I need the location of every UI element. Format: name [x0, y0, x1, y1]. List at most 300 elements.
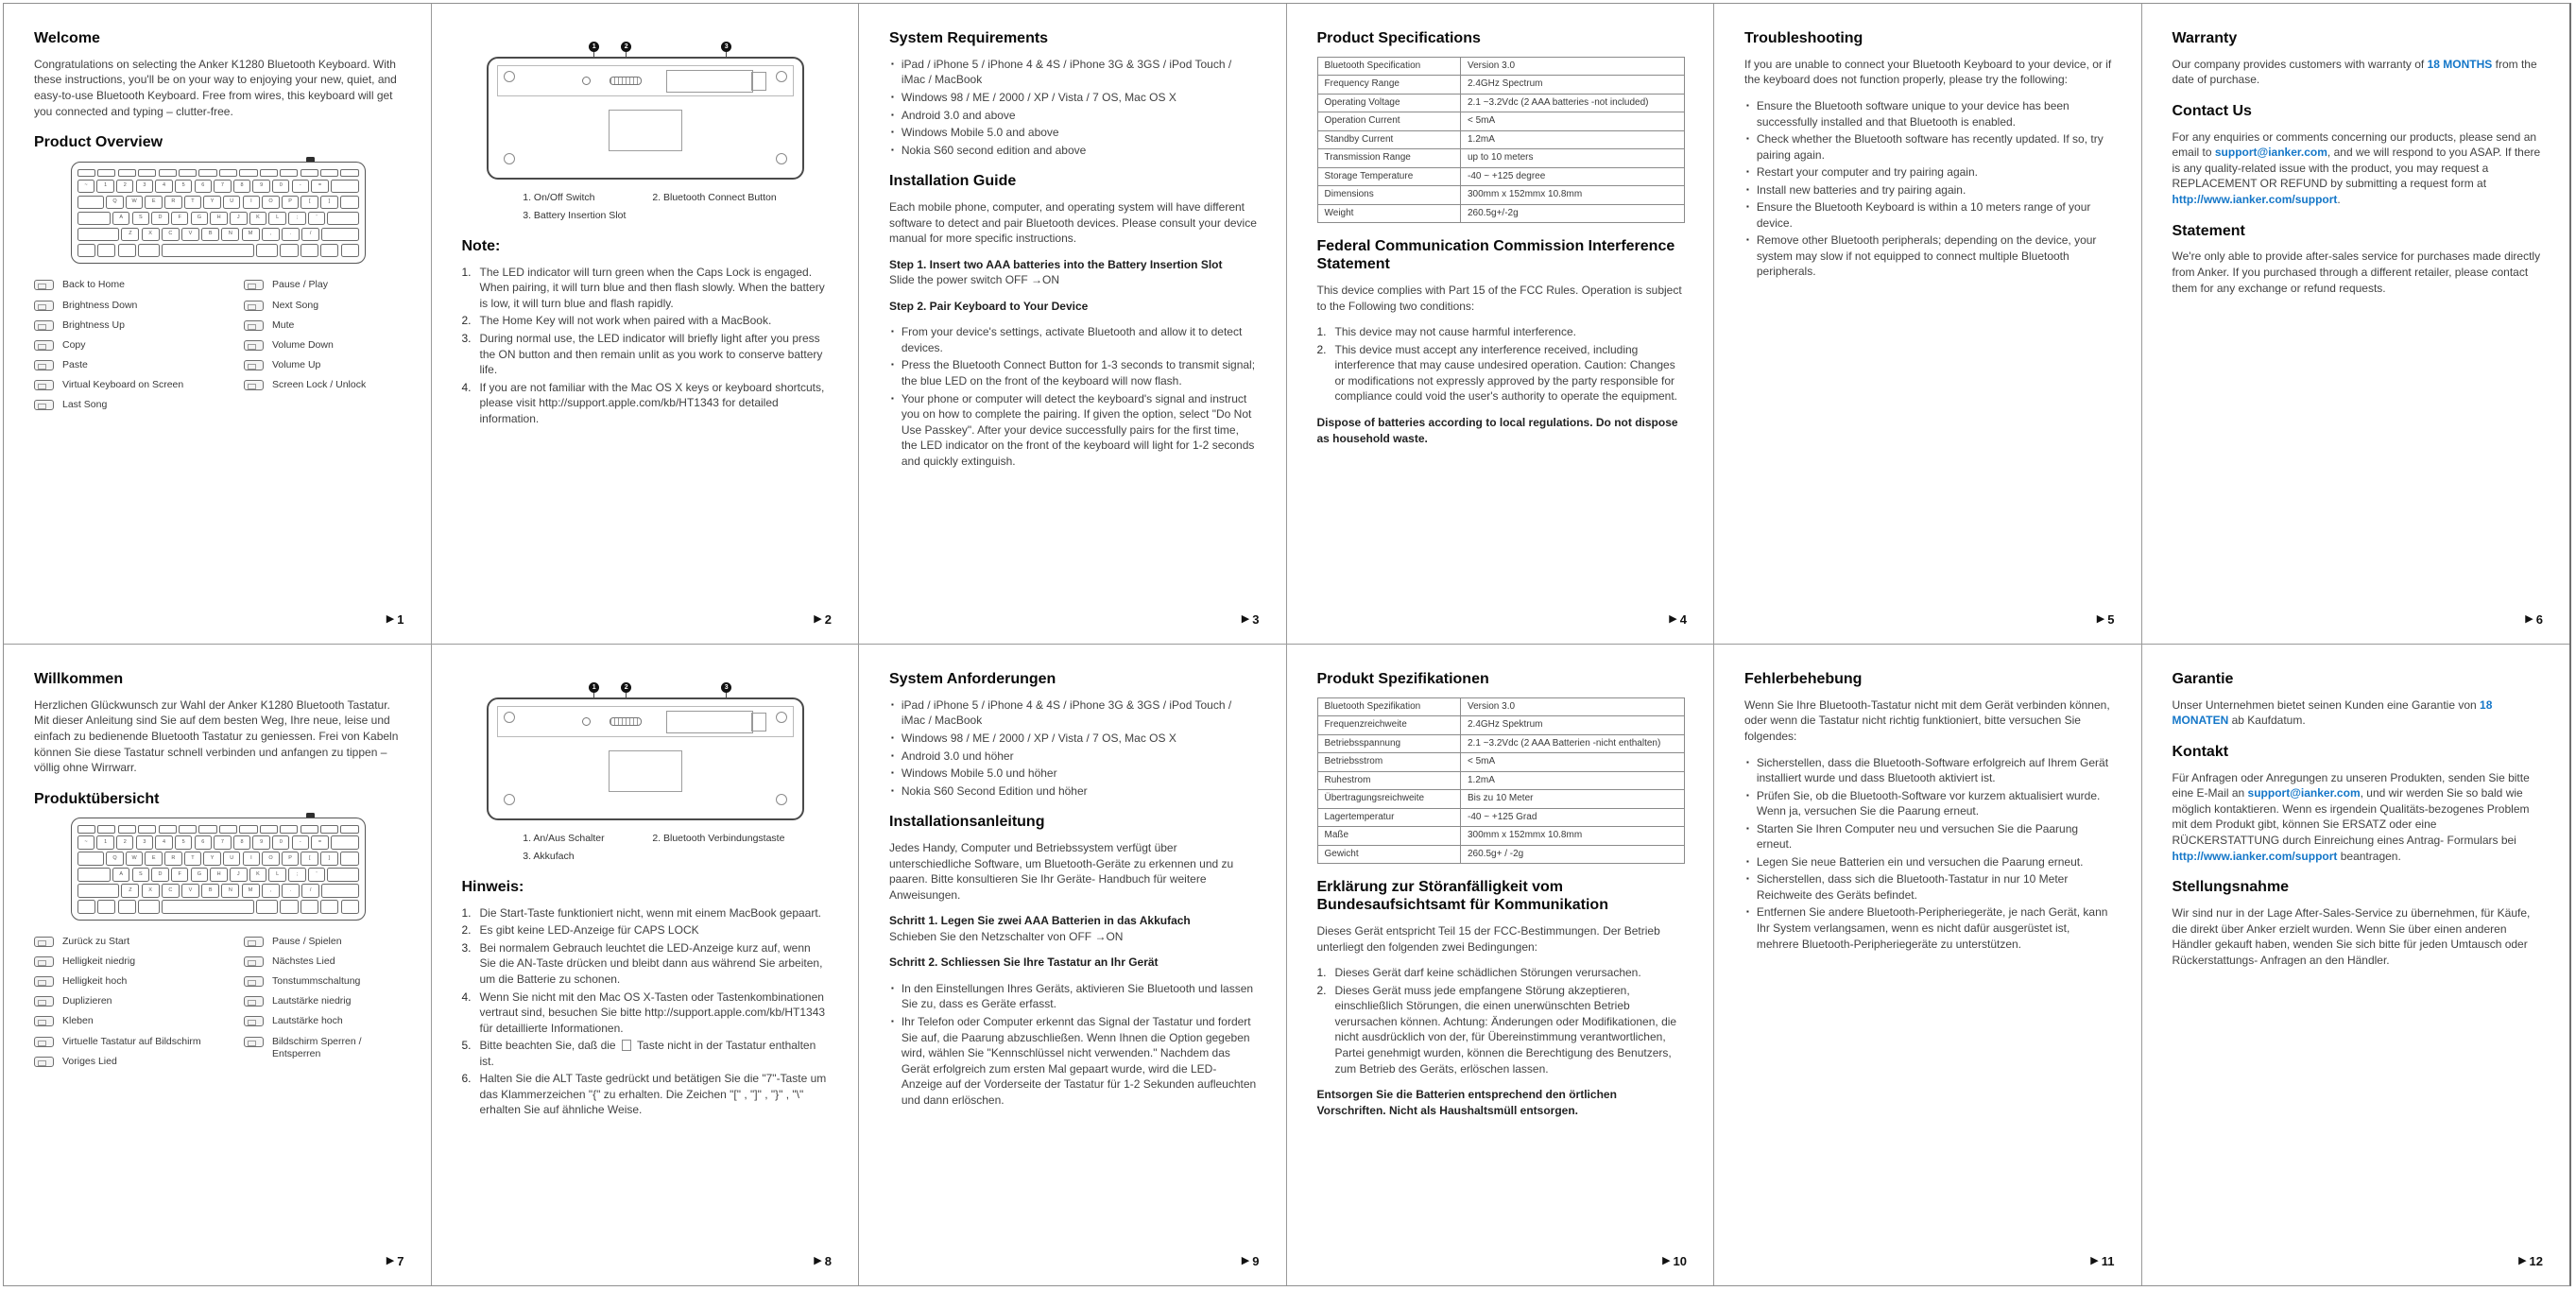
- spec-row: [1317, 112, 1685, 131]
- list-item-text: This device may not cause harmful interference.: [1334, 325, 1576, 339]
- keyboard-key: Y: [203, 852, 220, 866]
- callout-3-badge: 3: [721, 682, 731, 693]
- legend-label: Paste: [62, 358, 88, 370]
- spec-key: Operation Current: [1317, 112, 1461, 131]
- highlighted-link-text: support@ianker.com: [2214, 146, 2327, 160]
- callout-1-badge: 1: [589, 42, 599, 52]
- mute-key-icon: [244, 976, 264, 987]
- spec-row: [1317, 827, 1685, 846]
- highlighted-link-text: 18 MONATEN: [2172, 697, 2493, 728]
- bullet-list: [1744, 98, 2113, 280]
- page-number-value: 1: [397, 612, 404, 628]
- page-number: [2097, 611, 2115, 628]
- list-item-text: Your phone or computer will detect the keyboard's signal and instruct you on how to complete the pairing. If given the option, select "Do Not Use Passkey". After your device successfully pairs for the first time, the LED indicator on the front of the keyboard will light for 1-2 seconds and quickly extinguish.: [901, 391, 1255, 468]
- bullet-item: [889, 697, 1258, 729]
- spec-row: [1317, 790, 1685, 809]
- rear-view-illustration: [487, 42, 804, 223]
- brightness-up-key-icon: [34, 320, 54, 331]
- section-heading: Product Overview: [34, 134, 163, 151]
- keyboard-key: W: [126, 196, 143, 210]
- keyboard-row: [77, 852, 359, 866]
- bullet-icon: ▪: [891, 732, 894, 742]
- legend-label: Brightness Down: [62, 299, 138, 311]
- spec-key: Betriebsstrom: [1317, 753, 1461, 772]
- keyboard-key: O: [262, 852, 279, 866]
- spec-key: Weight: [1317, 204, 1461, 223]
- section-heading: Hinweis:: [461, 878, 524, 895]
- keyboard-key: T: [184, 852, 201, 866]
- spec-row: [1317, 76, 1685, 95]
- spec-key: Transmission Range: [1317, 149, 1461, 168]
- keyboard-key: [77, 884, 120, 898]
- list-item-text: Windows 98 / ME / 2000 / XP / Vista / 7 OS, Mac OS X: [901, 90, 1176, 104]
- keyboard-key: [97, 825, 115, 834]
- rear-view-illustration: [487, 682, 804, 864]
- legend-label: Helligkeit hoch: [62, 975, 128, 988]
- keyboard-key: ': [308, 868, 326, 882]
- text-run: , und wir werden Sie so bald wie möglich kontaktieren. Wenn es irgendein Qualitäts-bezogenes Problem mit dem Produkt gibt, können Sie ERSATZ oder eine RÜCKERSTATTUNG durch Einreichung eines Antrag- Formulars bei: [2172, 786, 2530, 848]
- numbered-list: [462, 265, 831, 426]
- bullet-item: [1744, 904, 2113, 952]
- section-heading: Garantie: [2172, 671, 2234, 687]
- keyboard-key: =: [311, 180, 328, 194]
- legend-label: Tonstummschaltung: [272, 975, 361, 988]
- keyboard-key: [321, 228, 358, 242]
- manual-grid: [3, 3, 2571, 1286]
- numbered-item: [462, 313, 831, 329]
- keyboard-key: [280, 169, 298, 178]
- numbered-list: [1317, 965, 1686, 1076]
- legend-label: Pause / Spielen: [272, 935, 342, 947]
- keyboard-row: [77, 212, 359, 226]
- spec-key: Frequenzreichweite: [1317, 716, 1461, 735]
- legend-label: Kleben: [62, 1015, 94, 1027]
- legend-column-left: [34, 936, 244, 1076]
- keyboard-key: 9: [252, 180, 269, 194]
- keyboard-row: [77, 196, 359, 210]
- list-number: 2.: [1316, 983, 1327, 997]
- keyboard-key: R: [164, 196, 181, 210]
- manual-page-6: [2142, 4, 2570, 645]
- keyboard-key: D: [151, 868, 169, 882]
- legend-item: [34, 995, 244, 1007]
- page-arrow-icon: ▶: [386, 613, 395, 626]
- legend-label: Zurück zu Start: [62, 935, 130, 947]
- keyboard-row: [77, 868, 359, 882]
- section-heading: Troubleshooting: [1744, 30, 1863, 46]
- legend-label: Voriges Lied: [62, 1055, 117, 1067]
- keyboard-key: [239, 169, 257, 178]
- keyboard-key: N: [221, 228, 239, 242]
- keyboard-key: Z: [121, 884, 139, 898]
- brightness-down-key-icon: [34, 956, 54, 967]
- list-item-text: Ensure the Bluetooth Keyboard is within a 10 meters range of your device.: [1756, 200, 2091, 230]
- paragraph: [2172, 770, 2542, 864]
- spec-key: Bluetooth Spezifikation: [1317, 697, 1461, 716]
- manual-page-1: [4, 4, 432, 645]
- keyboard-key: [260, 169, 278, 178]
- spec-value: 260.5g+/-2g: [1461, 204, 1685, 223]
- keyboard-key: V: [181, 884, 199, 898]
- keyboard-key: [138, 900, 160, 914]
- page-number-value: 9: [1252, 1254, 1260, 1269]
- keyboard-key: [340, 852, 359, 866]
- keyboard-key: ,: [262, 884, 280, 898]
- page-number-value: 11: [2101, 1254, 2115, 1269]
- keyboard-key: [256, 900, 278, 914]
- legend-label: Lautstärke niedrig: [272, 995, 352, 1007]
- paragraph: [2172, 129, 2542, 208]
- keyboard-key: .: [282, 228, 300, 242]
- keyboard-key: K: [249, 212, 267, 226]
- highlighted-link-text: support@ianker.com: [2247, 786, 2361, 800]
- legend-label: Back to Home: [62, 279, 125, 291]
- manual-page-7: [4, 645, 432, 1285]
- spec-row: [1317, 808, 1685, 827]
- keyboard-key: L: [268, 212, 286, 226]
- list-item-text: Ensure the Bluetooth software unique to your device has been successfully installed and that Bluetooth is enabled.: [1756, 98, 2069, 129]
- list-number: 2.: [461, 923, 472, 938]
- page-arrow-icon: ▶: [2090, 1255, 2099, 1267]
- keyboard-key: [: [301, 852, 318, 866]
- page-arrow-icon: ▶: [814, 1255, 822, 1267]
- keyboard-row: [77, 884, 359, 898]
- list-item-text: Check whether the Bluetooth software has recently updated. If so, try pairing again.: [1756, 132, 2104, 162]
- keyboard-key: B: [201, 228, 219, 242]
- bullet-icon: ▪: [891, 110, 894, 119]
- list-item-text: Starten Sie Ihren Computer neu und versuchen Sie die Paarung erneut.: [1756, 821, 2079, 852]
- keyboard-row: [77, 835, 359, 850]
- numbered-item: [1317, 965, 1686, 981]
- keyboard-key: U: [223, 852, 240, 866]
- keyboard-key: S: [132, 868, 150, 882]
- screw-icon: [504, 794, 515, 805]
- spec-key: Betriebsspannung: [1317, 734, 1461, 753]
- keyboard-key: ]: [320, 852, 337, 866]
- keyboard-key: U: [223, 196, 240, 210]
- numbered-item: [462, 380, 831, 427]
- legend-item: [34, 300, 244, 312]
- list-number: 5.: [461, 1039, 472, 1053]
- pause-play-key-icon: [244, 280, 264, 290]
- keyboard-key: [260, 825, 278, 834]
- bullet-icon: ▪: [1746, 167, 1749, 177]
- bullet-item: [1744, 871, 2113, 903]
- keyboard-key: O: [262, 196, 279, 210]
- bullet-item: [889, 749, 1258, 765]
- section-heading: Statement: [2172, 222, 2245, 239]
- bullet-icon: ▪: [891, 393, 894, 403]
- paragraph: This device complies with Part 15 of the FCC Rules. Operation is subject to the Following two conditions:: [1316, 284, 1682, 313]
- spec-value: 300mm x 152mmx 10.8mm: [1461, 827, 1685, 846]
- legend-item: [244, 995, 402, 1007]
- section-heading: Welcome: [34, 30, 100, 46]
- bullet-list: [889, 981, 1258, 1108]
- paste-key-icon: [34, 1016, 54, 1026]
- paragraph: Wenn Sie Ihre Bluetooth-Tastatur nicht mit dem Gerät verbinden können, oder wenn die Tastatur nicht richtig funktioniert, bitte versuchen Sie folgendes:: [1744, 697, 2110, 743]
- keyboard-key: 7: [214, 835, 231, 850]
- spec-value: -40 ~ +125 Grad: [1461, 808, 1685, 827]
- callout-3-badge: 3: [721, 42, 731, 52]
- keyboard-key: ~: [77, 180, 94, 194]
- spec-key: Maße: [1317, 827, 1461, 846]
- keyboard-key: 8: [233, 835, 250, 850]
- keyboard-key: ]: [320, 196, 337, 210]
- paragraph: Herzlichen Glückwunsch zur Wahl der Anker K1280 Bluetooth Tastatur. Mit dieser Anleitung sind Sie auf dem besten Weg, Ihre neue, leise und einfach zu bedienende Bluetooth Tastatur zu geniessen. Frei von Kabeln können Sie diese Tastatur schnell verbinden und anfangen zu tippen – völlig ohne Wirrwarr.: [34, 697, 399, 775]
- bullet-icon: ▪: [891, 768, 894, 778]
- virtual-keyboard-key-icon: [34, 1037, 54, 1047]
- section-heading: Note:: [461, 237, 501, 254]
- bullet-icon: ▪: [891, 92, 894, 101]
- legend-column-right: [244, 936, 402, 1076]
- legend-item: [34, 399, 244, 411]
- list-item-text: Remove other Bluetooth peripherals; depending on the device, your system may slow if not equipped to connect multiple Bluetooth peripherals.: [1756, 233, 2097, 279]
- keyboard-key: 3: [136, 835, 153, 850]
- figure-label: 1. On/Off Switch: [523, 192, 595, 203]
- keyboard-key: M: [242, 228, 260, 242]
- keyboard-key: 2: [116, 835, 133, 850]
- keyboard-key: =: [311, 835, 328, 850]
- bullet-item: [889, 1014, 1258, 1108]
- keyboard-key: [159, 825, 177, 834]
- keyboard-key: [162, 244, 254, 258]
- keyboard-key: C: [162, 228, 180, 242]
- keyboard-key: P: [282, 852, 299, 866]
- page-arrow-icon: ▶: [814, 613, 822, 626]
- volume-up-key-icon: [244, 360, 264, 370]
- copy-key-icon: [34, 340, 54, 351]
- step-block: [889, 913, 1258, 944]
- spec-value: < 5mA: [1461, 112, 1685, 131]
- list-item-text: Dieses Gerät muss jede empfangene Störung akzeptieren, einschließlich Störungen, die einen unerwünschten Betrieb verursachen können. Achtung: Änderungen oder Modifikationen, die nicht ausdrücklich von der, für Übereinstimmung verantwortlichen, Partei genehmigt wurden, können die Berechtigung des Benutzers, zum Betrieb des Geräts, erlöschen lassen.: [1334, 983, 1677, 1076]
- list-item-text: Entfernen Sie andere Bluetooth-Peripheriegeräte, je nach Gerät, kann Ihr System verlangsamen, wenn es nicht dafür ausgerüstet ist, mehrere Bluetooth-Peripheriegeräte zu unterstützen.: [1756, 905, 2108, 951]
- bullet-icon: ▪: [1746, 874, 1749, 884]
- keyboard-key: J: [230, 868, 248, 882]
- figure-label: 3. Akkufach: [523, 851, 575, 863]
- legend-item: [34, 1056, 244, 1068]
- keyboard-key: X: [142, 228, 160, 242]
- list-item-text: Windows Mobile 5.0 and above: [901, 126, 1059, 140]
- legend-item: [244, 279, 402, 291]
- volume-down-key-icon: [244, 996, 264, 1007]
- keyboard-key: [280, 900, 298, 914]
- keyboard-key: [320, 169, 338, 178]
- spec-key: Gewicht: [1317, 845, 1461, 864]
- section-heading: Contact Us: [2172, 102, 2252, 119]
- manual-page-8: [432, 645, 860, 1285]
- bullet-icon: ▪: [1746, 134, 1749, 144]
- spec-value: Version 3.0: [1461, 697, 1685, 716]
- keyboard-key: Y: [203, 196, 220, 210]
- keyboard-key: 0: [272, 180, 289, 194]
- legend-column-right: [244, 279, 402, 419]
- page-arrow-icon: ▶: [386, 1255, 395, 1267]
- keyboard-key: G: [191, 212, 209, 226]
- manual-page-10: [1287, 645, 1715, 1285]
- keyboard-key: 4: [155, 835, 172, 850]
- keyboard-key: [159, 169, 177, 178]
- keyboard-key: M: [242, 884, 260, 898]
- spec-value: Bis zu 10 Meter: [1461, 790, 1685, 809]
- bullet-item: [1744, 755, 2113, 786]
- numbered-item: [462, 990, 831, 1037]
- page-number: [2090, 1253, 2114, 1270]
- spec-key: Ruhestrom: [1317, 771, 1461, 790]
- bullet-item: [889, 391, 1258, 470]
- keyboard-row: [77, 228, 359, 242]
- list-item-text: iPad / iPhone 5 / iPhone 4 & 4S / iPhone 3G & 3GS / iPod Touch / iMac / MacBook: [901, 57, 1232, 87]
- pause-play-key-icon: [244, 937, 264, 947]
- keyboard-key: [77, 825, 95, 834]
- spec-key: Übertragungsreichweite: [1317, 790, 1461, 809]
- spec-key: Dimensions: [1317, 186, 1461, 205]
- keyboard-key: Q: [106, 852, 123, 866]
- legend-item: [244, 1036, 402, 1060]
- keyboard-key: [77, 212, 111, 226]
- battery-door: [666, 70, 753, 93]
- list-item-text: The Home Key will not work when paired with a MacBook.: [479, 314, 772, 328]
- bullet-item: [889, 108, 1258, 124]
- bullet-item: [889, 143, 1258, 159]
- list-item-text: Prüfen Sie, ob die Bluetooth-Software vor kurzem aktualisiert wurde. Wenn ja, versuchen Sie die Paarung erneut.: [1756, 788, 2101, 818]
- keyboard-key: [320, 900, 338, 914]
- manual-page-12: [2142, 645, 2570, 1285]
- list-item-text: If you are not familiar with the Mac OS X keys or keyboard shortcuts, please visit http://support.apple.com/kb/HT1343 for detailed information.: [479, 380, 825, 425]
- keyboard-key: ;: [288, 868, 306, 882]
- volume-up-key-icon: [244, 1016, 264, 1026]
- page-arrow-icon: ▶: [2096, 613, 2105, 626]
- page-arrow-icon: ▶: [2525, 613, 2533, 626]
- list-item-text: Nokia S60 second edition and above: [901, 143, 1087, 157]
- list-item-text: Bei normalem Gebrauch leuchtet die LED-Anzeige kurz auf, wenn Sie die AN-Taste drücken und bleibt dann aus während Sie arbeiten, um die Batterie zu schonen.: [479, 940, 823, 987]
- manual-page-9: [859, 645, 1287, 1285]
- bullet-item: [1744, 131, 2113, 163]
- keyboard-key: 1: [96, 835, 113, 850]
- keyboard-key: [179, 169, 197, 178]
- list-item-text: Sicherstellen, dass die Bluetooth-Software erfolgreich auf Ihrem Gerät installiert wurde und dass Bluetooth aktiviert ist.: [1756, 755, 2109, 785]
- list-number: 4.: [461, 990, 472, 1004]
- figure-label: 2. Bluetooth Connect Button: [652, 192, 777, 203]
- numbered-list: [1317, 324, 1686, 405]
- keyboard-key: 6: [195, 180, 212, 194]
- text-run: ab Kaufdatum.: [2228, 714, 2306, 728]
- paragraph: Jedes Handy, Computer und Betriebssystem verfügt über unterschiedliche Software, um Bluetooth-Geräte zu erkennen und zu paaren. Bitte konsultieren Sie Ihr Geräte- Handbuch für weitere Anweisungen.: [889, 841, 1234, 902]
- legend-item: [244, 379, 402, 391]
- numbered-item: [462, 331, 831, 378]
- bullet-icon: ▪: [891, 360, 894, 370]
- numbered-item: [1317, 324, 1686, 340]
- list-item-text: Android 3.0 und höher: [901, 749, 1014, 763]
- section-heading: Federal Communication Commission Interference Statement: [1316, 238, 1675, 273]
- highlighted-link-text: http://www.ianker.com/support: [2172, 849, 2338, 863]
- list-item-text: Bitte beachten Sie, daß die Taste nicht in der Tastatur enthalten ist.: [479, 1039, 816, 1068]
- keyboard-key: [301, 900, 318, 914]
- spec-row: [1317, 845, 1685, 864]
- page-arrow-icon: ▶: [1669, 613, 1677, 626]
- keyboard-key: X: [142, 884, 160, 898]
- page-number: [2518, 1253, 2543, 1270]
- spec-row: [1317, 149, 1685, 168]
- spec-key: Storage Temperature: [1317, 167, 1461, 186]
- spec-row: [1317, 697, 1685, 716]
- keyboard-rear-body: [487, 697, 804, 820]
- missing-key-icon: [622, 1040, 631, 1051]
- page-arrow-icon: ▶: [1241, 613, 1250, 626]
- bullet-icon: ▪: [1746, 790, 1749, 800]
- list-number: 1.: [461, 905, 472, 920]
- keyboard-key: Z: [121, 228, 139, 242]
- figure-label: 2. Bluetooth Verbindungstaste: [652, 833, 785, 844]
- legend-item: [34, 279, 244, 291]
- keyboard-key: [77, 244, 95, 258]
- keyboard-key: T: [184, 196, 201, 210]
- keyboard-key: -: [292, 180, 309, 194]
- text-run: .: [2337, 193, 2341, 207]
- keyboard-key: C: [162, 884, 180, 898]
- keyboard-key: [327, 212, 358, 226]
- battery-latch: [751, 713, 766, 732]
- list-item-text: From your device's settings, activate Bluetooth and allow it to detect devices.: [901, 325, 1243, 354]
- list-item-text: Die Start-Taste funktioniert nicht, wenn mit einem MacBook gepaart.: [479, 905, 821, 920]
- keyboard-key: [321, 884, 358, 898]
- keyboard-row: [77, 169, 359, 178]
- bullet-list: [889, 324, 1258, 469]
- highlighted-link-text: http://www.ianker.com/support: [2172, 193, 2338, 207]
- numbered-list: [462, 905, 831, 1118]
- legend-label: Volume Up: [272, 358, 321, 370]
- text-run: Für Anfragen oder Anregungen zu unseren Produkten, senden Sie bitte eine E-Mail an: [2172, 770, 2530, 800]
- manual-page-3: [859, 4, 1287, 645]
- keyboard-key: [301, 169, 318, 178]
- keyboard-key: I: [243, 196, 260, 210]
- keyboard-key: H: [210, 868, 228, 882]
- keyboard-key: /: [301, 884, 319, 898]
- list-item-text: Ihr Telefon oder Computer erkennt das Signal der Tastatur und fordert Sie auf, die Paarung abzuschließen. Wenn Ihnen die Option gegeben wird, wählen Sie "Kennschlüssel nicht verwenden." Nachdem das Gerät erfolgreich zum ersten Mal gepaart wurde, wird die LED-Anzeige auf der Vorderseite der Tastatur für 1-2 Sekunden aufleuchten und dann erlöschen.: [901, 1014, 1257, 1107]
- legend-label: Duplizieren: [62, 995, 112, 1007]
- page-number-value: 6: [2535, 612, 2543, 628]
- spec-table: [1317, 697, 1686, 865]
- keyboard-illustration: [71, 818, 366, 921]
- legend-label: Lautstärke hoch: [272, 1015, 343, 1027]
- legend-label: Virtuelle Tastatur auf Bildschirm: [62, 1035, 201, 1047]
- screw-icon: [504, 153, 515, 164]
- bullet-icon: ▪: [1746, 757, 1749, 766]
- step-title: Step 1. Insert two AAA batteries into the Battery Insertion Slot: [889, 257, 1223, 271]
- keyboard-row: [77, 900, 359, 914]
- keyboard-body: [71, 818, 366, 921]
- keyboard-key: I: [243, 852, 260, 866]
- bullet-icon: ▪: [891, 145, 894, 154]
- spec-value: 2.1 ~3.2Vdc (2 AAA batteries -not included): [1461, 94, 1685, 112]
- legend-label: Brightness Up: [62, 318, 125, 331]
- page-number: [386, 611, 404, 628]
- spec-value: 1.2mA: [1461, 771, 1685, 790]
- page-number-value: 4: [1679, 612, 1687, 628]
- list-item-text: Press the Bluetooth Connect Button for 1-3 seconds to transmit signal; the blue LED on the front of the keyboard will now flash.: [901, 358, 1256, 387]
- page-number: [386, 1253, 404, 1270]
- list-number: 1.: [1316, 325, 1327, 339]
- bullet-icon: ▪: [891, 750, 894, 760]
- numbered-item: [462, 265, 831, 312]
- page-number: [814, 1253, 832, 1270]
- bullet-icon: ▪: [891, 699, 894, 709]
- keyboard-key: [341, 900, 359, 914]
- bluetooth-connect-button: [610, 77, 642, 85]
- spec-key: Bluetooth Specification: [1317, 57, 1461, 76]
- section-heading: Produktübersicht: [34, 790, 160, 807]
- keyboard-key: [340, 825, 358, 834]
- list-item-text: Legen Sie neue Batterien ein und versuchen die Paarung erneut.: [1756, 854, 2084, 869]
